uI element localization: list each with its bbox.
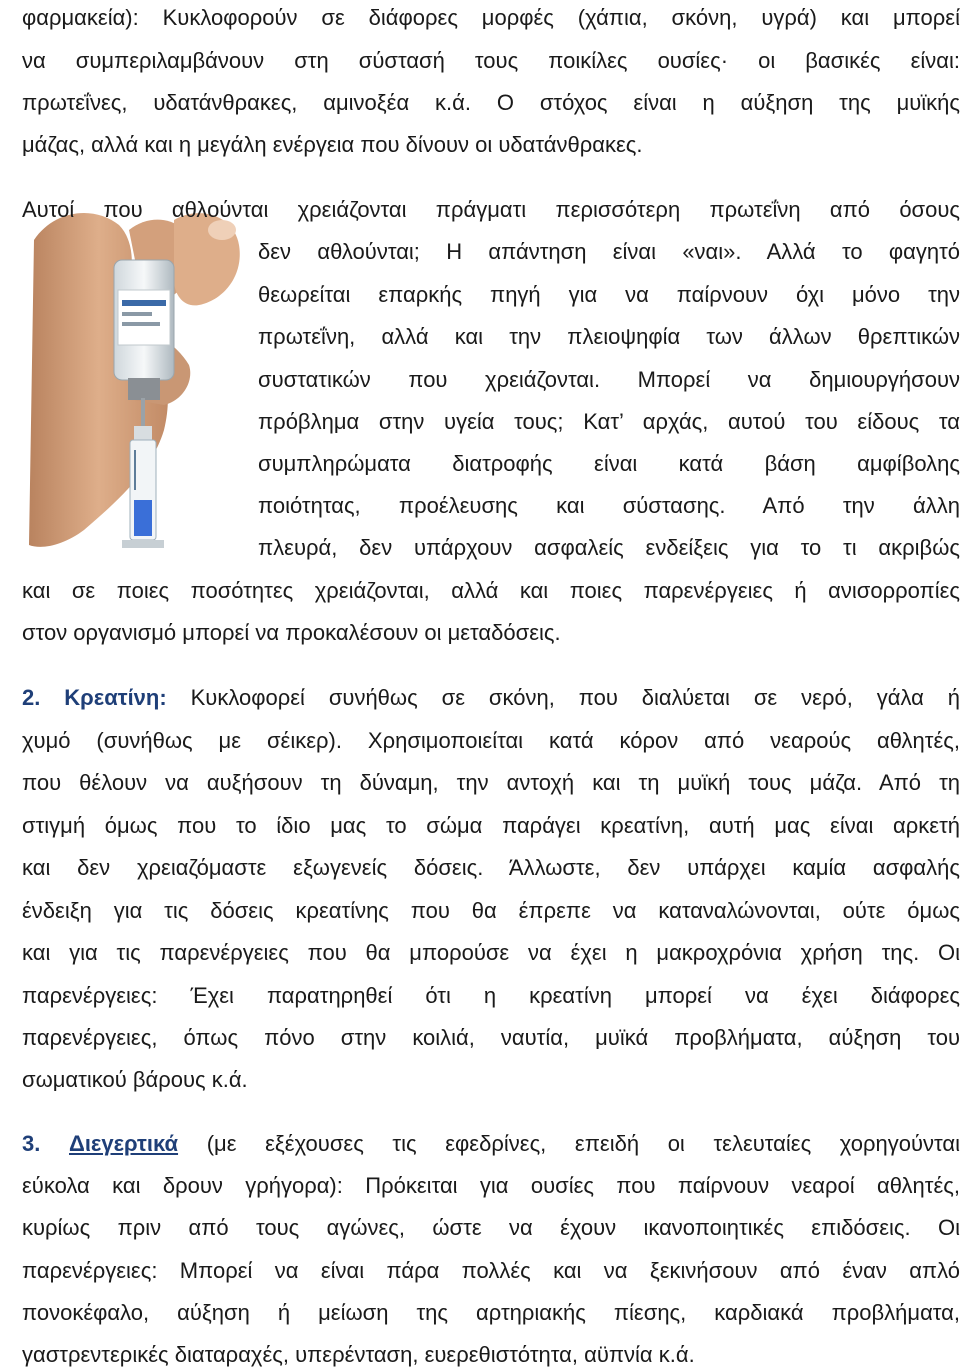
text-line: μάζας, αλλά και η μεγάλη ενέργεια που δίνουν οι υδατάνθρακες. [22,132,643,157]
text-line: πονοκέφαλο, αύξηση ή μείωση της αρτηριακής πίεσης, καρδιακά προβλήματα, [22,1300,960,1325]
text-line: και για τις παρενέργειες που θα μπορούσε να έχει η μακροχρόνια χρήση της. Οι [22,940,960,965]
text-line: και σε ποιες ποσότητες χρειάζονται, αλλά και ποιες παρενέργειες ή ανισορροπίες [22,578,960,603]
text-line: παρενέργειες: Μπορεί να είναι πάρα πολλές και να ξεκινήσουν από έναν απλό [22,1258,960,1283]
text-line: φαρμακεία): Κυκλοφορούν σε διάφορες μορφές (χάπια, σκόνη, υγρά) και μπορεί [22,5,960,30]
section-number: 3. [22,1131,41,1156]
text-line: και δεν χρειαζόμαστε εξωγενείς δόσεις. Άλλωστε, δεν υπάρχει καμία ασφαλής [22,855,960,880]
text-line: θεωρείται επαρκής πηγή για να παίρνουν όχι μόνο την [258,282,960,307]
text-line: παρενέργειες, όπως πόνο στην κοιλιά, ναυτία, μυϊκά προβλήματα, αύξηση του [22,1025,960,1050]
text-line: πρωτεΐνες, υδατάνθρακες, αμινοξέα κ.ά. Ο στόχος είναι η αύξηση της μυϊκής [22,90,960,115]
text-line: πλευρά, δεν υπάρχουν ασφαλείς ενδείξεις για το τι ακριβώς [258,535,960,560]
section-number: 2. [22,685,41,710]
text-line: πρόβλημα στην υγεία τους; Κατ’ αρχάς, αυτού του είδους τα [258,409,960,434]
text-line: συμπληρώματα διατροφής είναι κατά βάση αμφίβολης [258,451,960,476]
section-text: Κυκλοφορεί συνήθως σε σκόνη, που διαλύεται σε νερό, γάλα ή [190,685,960,710]
section-term: Διεγερτικά [69,1131,179,1156]
text-line: που θέλουν να αυξήσουν τη δύναμη, την αντοχή και τη μυϊκή τους μάζα. Από τη [22,770,960,795]
section-text: (με εξέχουσες τις εφεδρίνες, επειδή οι τελευταίες χορηγούνται [206,1131,960,1156]
text-line: γαστρεντερικές διαταραχές, υπερένταση, ευερεθιστότητα, αϋπνία κ.ά. [22,1342,695,1367]
text-line: ένδειξη για τις δόσεις κρεατίνης που θα έπρεπε να καταναλώνονται, ούτε όμως [22,898,960,923]
text-line: Αυτοί που αθλούνται χρειάζονται πράγματι περισσότερη πρωτεΐνη από όσους [22,197,960,222]
text-line: πρωτεΐνη, αλλά και την πλειοψηφία των άλλων θρεπτικών [258,324,960,349]
syringe-vial-photo [24,200,256,560]
text-line: να συμπεριλαμβάνουν στη σύστασή τους ποικίλες ουσίες· οι βασικές είναι: [22,48,960,73]
text-line: παρενέργειες: Έχει παρατηρηθεί ότι η κρεατίνη μπορεί να έχει διάφορες [22,983,960,1008]
text-line: συστατικών που χρειάζονται. Μπορεί να δημιουργήσουν [258,367,960,392]
section-first-line [22,684,960,712]
text-line: στιγμή όμως που το ίδιο μας το σώμα παράγει κρεατίνη, αυτή μας είναι αρκετή [22,813,960,838]
text-line: δεν αθλούνται; Η απάντηση είναι «ναι». Αλλά το φαγητό [258,239,960,264]
text-line: χυμό (συνήθως με σέικερ). Χρησιμοποιείται κατά κόρον από νεαρούς αθλητές, [22,728,960,753]
text-line: στον οργανισμό μπορεί να προκαλέσουν οι μεταδόσεις. [22,620,561,645]
text-line: ποιότητας, προέλευσης και σύστασης. Από την άλλη [258,493,960,518]
text-line: κυρίως πριν από τους αγώνες, ώστε να έχουν ικανοποιητικές επιδόσεις. Οι [22,1215,960,1240]
section-first-line [22,1130,960,1158]
text-line: εύκολα και δρουν γρήγορα): Πρόκειται για ουσίες που παίρνουν νεαροί αθλητές, [22,1173,960,1198]
text-line: σωματικού βάρους κ.ά. [22,1067,248,1092]
section-term: Κρεατίνη: [64,685,167,710]
